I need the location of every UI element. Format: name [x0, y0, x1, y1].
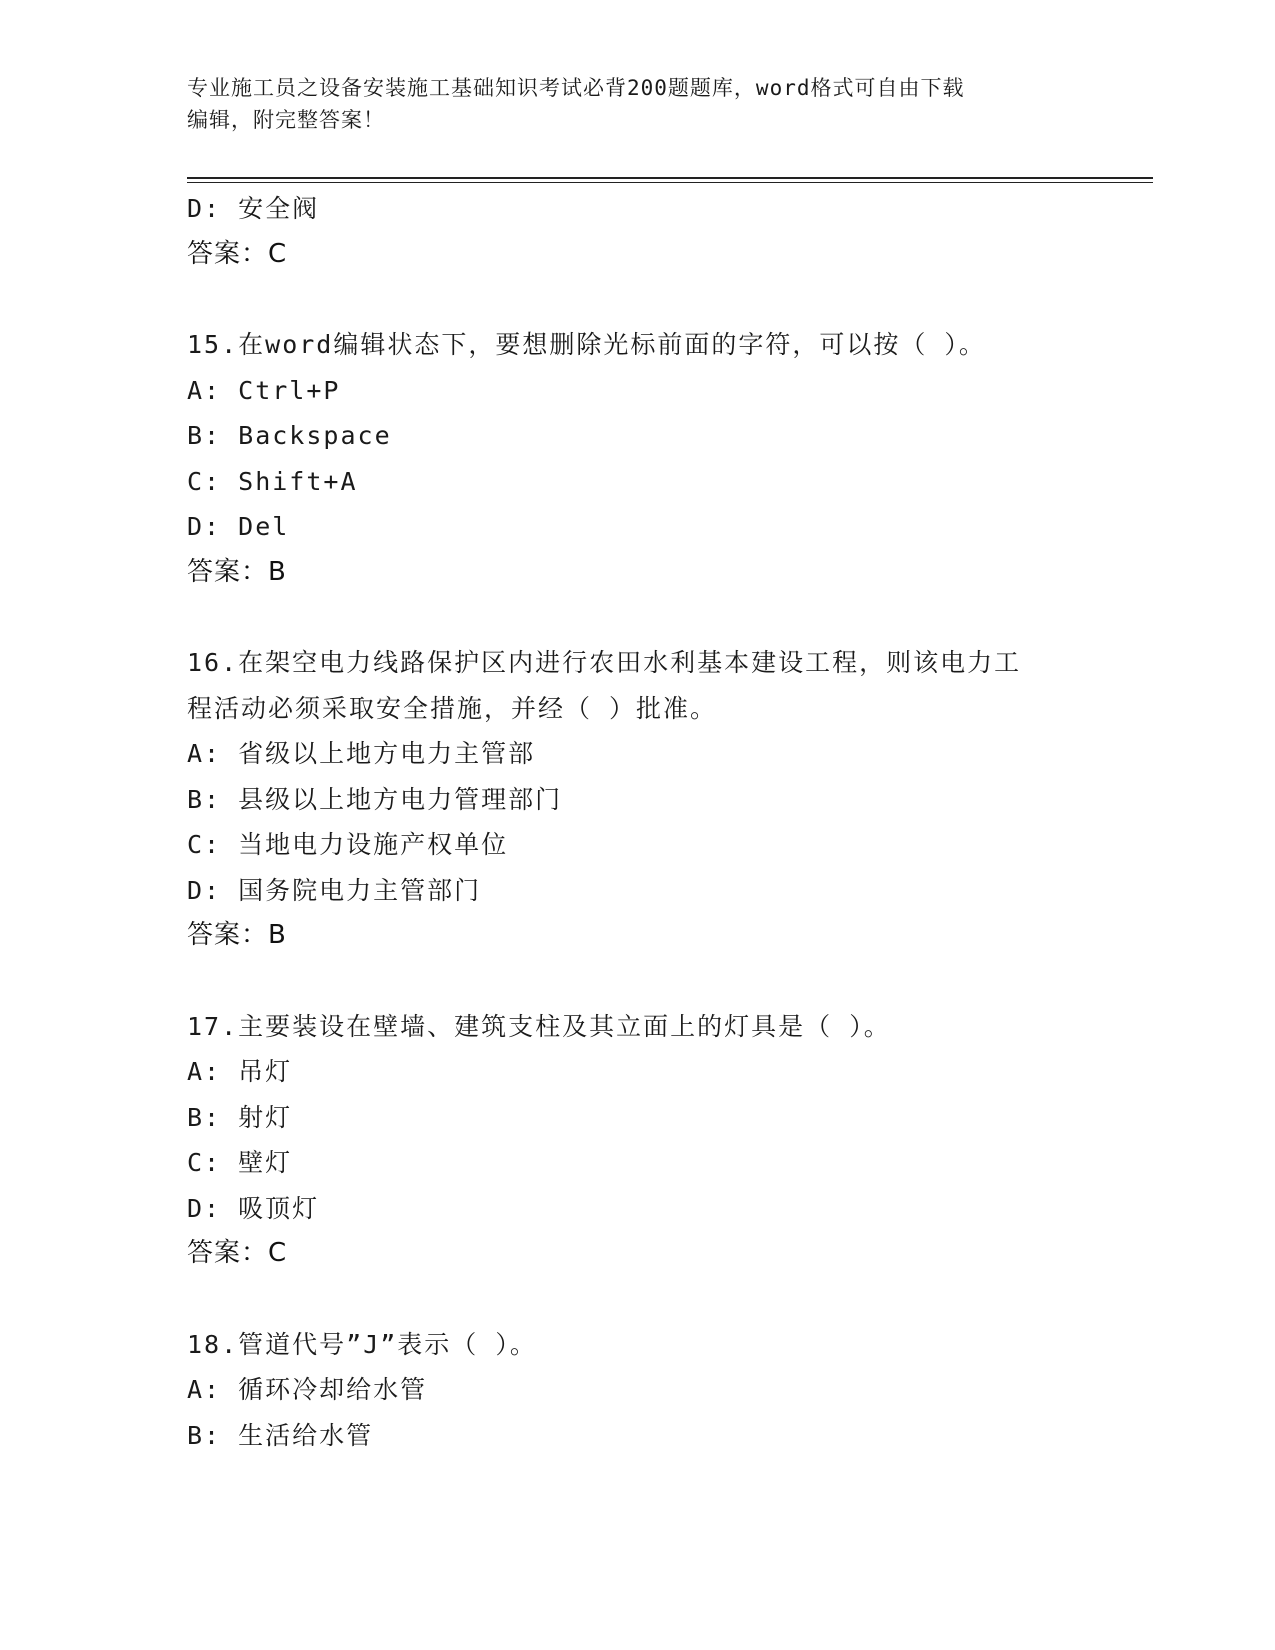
- spacer: [187, 959, 1087, 1004]
- option-a: A: 省级以上地方电力主管部: [187, 739, 536, 768]
- question-list: [187, 186, 1087, 1458]
- answer-label: 答案：B: [187, 920, 287, 950]
- option-b: B: 生活给水管: [187, 1420, 374, 1450]
- option-c: C: 当地电力设施产权单位: [187, 830, 509, 859]
- option-a: A: 循环冷却给水管: [187, 1375, 428, 1404]
- option-d: D: 国务院电力主管部门: [187, 875, 482, 905]
- header-title-line-1: 专业施工员之设备安装施工基础知识考试必背200题题库，word格式可自由下载: [187, 76, 965, 100]
- option-b: B: Backspace: [187, 421, 392, 450]
- header-divider-thin: [187, 182, 1153, 183]
- answer-label: 答案：C: [187, 1238, 288, 1268]
- option-a: A: 吊灯: [187, 1057, 293, 1086]
- header-title-line-2: 编辑，附完整答案！: [187, 108, 385, 132]
- question-text-line-1: 16.在架空电力线路保护区内进行农田水利基本建设工程，则该电力工: [187, 648, 1022, 677]
- question-17: [187, 1004, 1087, 1277]
- answer-label: 答案：C: [187, 238, 288, 269]
- question-15: [187, 322, 1087, 595]
- question-16: [187, 640, 1087, 959]
- option-d: D: 吸顶灯: [187, 1193, 320, 1223]
- spacer: [187, 595, 1087, 640]
- question-text: 15.在word编辑状态下，要想删除光标前面的字符，可以按（ ）。: [187, 330, 986, 359]
- previous-question-tail: [187, 186, 1087, 277]
- option-d: D: 安全阀: [187, 194, 320, 223]
- question-text: 17.主要装设在壁墙、建筑支柱及其立面上的灯具是（ ）。: [187, 1011, 891, 1041]
- header-divider-thick: [187, 177, 1153, 179]
- question-text-line-2: 程活动必须采取安全措施，并经（ ）批准。: [187, 693, 718, 723]
- question-18: [187, 1322, 1087, 1459]
- option-a: A: Ctrl+P: [187, 375, 341, 405]
- option-b: B: 县级以上地方电力管理部门: [187, 784, 563, 814]
- question-text: 18.管道代号”J”表示（ ）。: [187, 1329, 537, 1359]
- option-c: C: Shift+A: [187, 466, 358, 496]
- document-header: [187, 72, 1067, 136]
- option-d: D: Del: [187, 512, 290, 541]
- option-c: C: 壁灯: [187, 1148, 293, 1177]
- spacer: [187, 1277, 1087, 1322]
- option-b: B: 射灯: [187, 1102, 293, 1132]
- spacer: [187, 277, 1087, 322]
- answer-label: 答案：B: [187, 556, 287, 587]
